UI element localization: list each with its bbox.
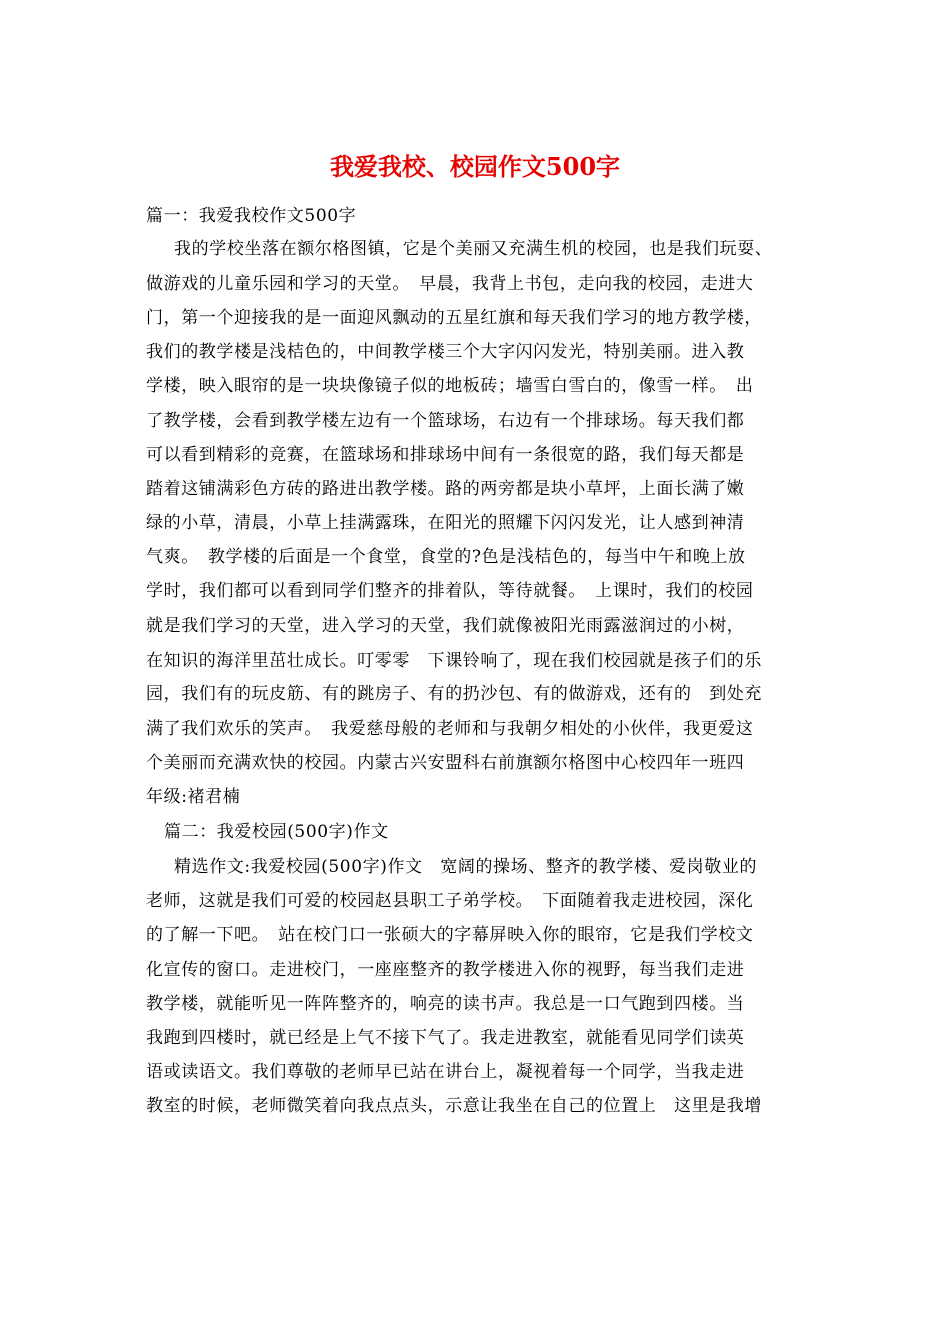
body-line: 做游戏的儿童乐园和学习的天堂。 早晨，我背上书包，走向我的校园，走进大: [146, 274, 754, 294]
body-line: 篇二：我爱校园(500字)作文: [164, 822, 389, 842]
body-line: 气爽。 教学楼的后面是一个食堂，食堂的?色是浅桔色的，每当中午和晚上放: [146, 547, 746, 567]
body-line: 踏着这铺满彩色方砖的路进出教学楼。路的两旁都是块小草坪，上面长满了嫩: [146, 479, 745, 499]
body-line: 个美丽而充满欢快的校园。内蒙古兴安盟科右前旗额尔格图中心校四年一班四: [146, 753, 745, 773]
body-line: 可以看到精彩的竞赛，在篮球场和排球场中间有一条很宽的路，我们每天都是: [146, 445, 745, 465]
body-line: 满了我们欢乐的笑声。 我爱慈母般的老师和与我朝夕相处的小伙伴，我更爱这: [146, 719, 754, 739]
body-line: 我们的教学楼是浅桔色的，中间教学楼三个大字闪闪发光，特别美丽。进入教: [146, 342, 745, 362]
body-line: 精选作文:我爱校园(500字)作文 宽阔的操场、整齐的教学楼、爱岗敬业的: [174, 857, 758, 877]
body-line: 我的学校坐落在额尔格图镇，它是个美丽又充满生机的校园，也是我们玩耍、: [174, 239, 773, 259]
body-line: 化宣传的窗口。走进校门，一座座整齐的教学楼进入你的视野，每当我们走进: [146, 960, 745, 980]
body-line: 老师，这就是我们可爱的校园赵县职工子弟学校。 下面随着我走进校园，深化: [146, 891, 754, 911]
body-line: 篇一：我爱我校作文500字: [146, 206, 357, 226]
body-line: 教室的时候，老师微笑着向我点点头，示意让我坐在自己的位置上 这里是我增: [146, 1096, 762, 1116]
body-line: 园，我们有的玩皮筋、有的跳房子、有的扔沙包、有的做游戏，还有的 到处充: [146, 684, 762, 704]
document-title: 我爱我校、校园作文500字: [329, 152, 621, 181]
body-line: 学时，我们都可以看到同学们整齐的排着队，等待就餐。 上课时，我们的校园: [146, 581, 754, 601]
body-line: 年级:褚君楠: [146, 787, 241, 807]
body-line: 门，第一个迎接我的是一面迎风飘动的五星红旗和每天我们学习的地方教学楼，: [146, 308, 762, 328]
body-line: 学楼，映入眼帘的是一块块像镜子似的地板砖；墙雪白雪白的，像雪一样。 出: [146, 376, 754, 396]
body-line: 在知识的海洋里茁壮成长。叮零零 下课铃响了，现在我们校园就是孩子们的乐: [146, 651, 762, 671]
body-line: 我跑到四楼时，就已经是上气不接下气了。我走进教室，就能看见同学们读英: [146, 1028, 745, 1048]
body-line: 教学楼，就能听见一阵阵整齐的，响亮的读书声。我总是一口气跑到四楼。当: [146, 994, 745, 1014]
body-line: 语或读语文。我们尊敬的老师早已站在讲台上，凝视着每一个同学，当我走进: [146, 1062, 745, 1082]
body-line: 的了解一下吧。 站在校门口一张硕大的字幕屏映入你的眼帘，它是我们学校文: [146, 925, 754, 945]
body-line: 绿的小草，清晨，小草上挂满露珠，在阳光的照耀下闪闪发光，让人感到神清: [146, 513, 745, 533]
body-line: 就是我们学习的天堂，进入学习的天堂，我们就像被阳光雨露滋润过的小树，: [146, 616, 745, 636]
body-line: 了教学楼，会看到教学楼左边有一个篮球场，右边有一个排球场。每天我们都: [146, 411, 745, 431]
